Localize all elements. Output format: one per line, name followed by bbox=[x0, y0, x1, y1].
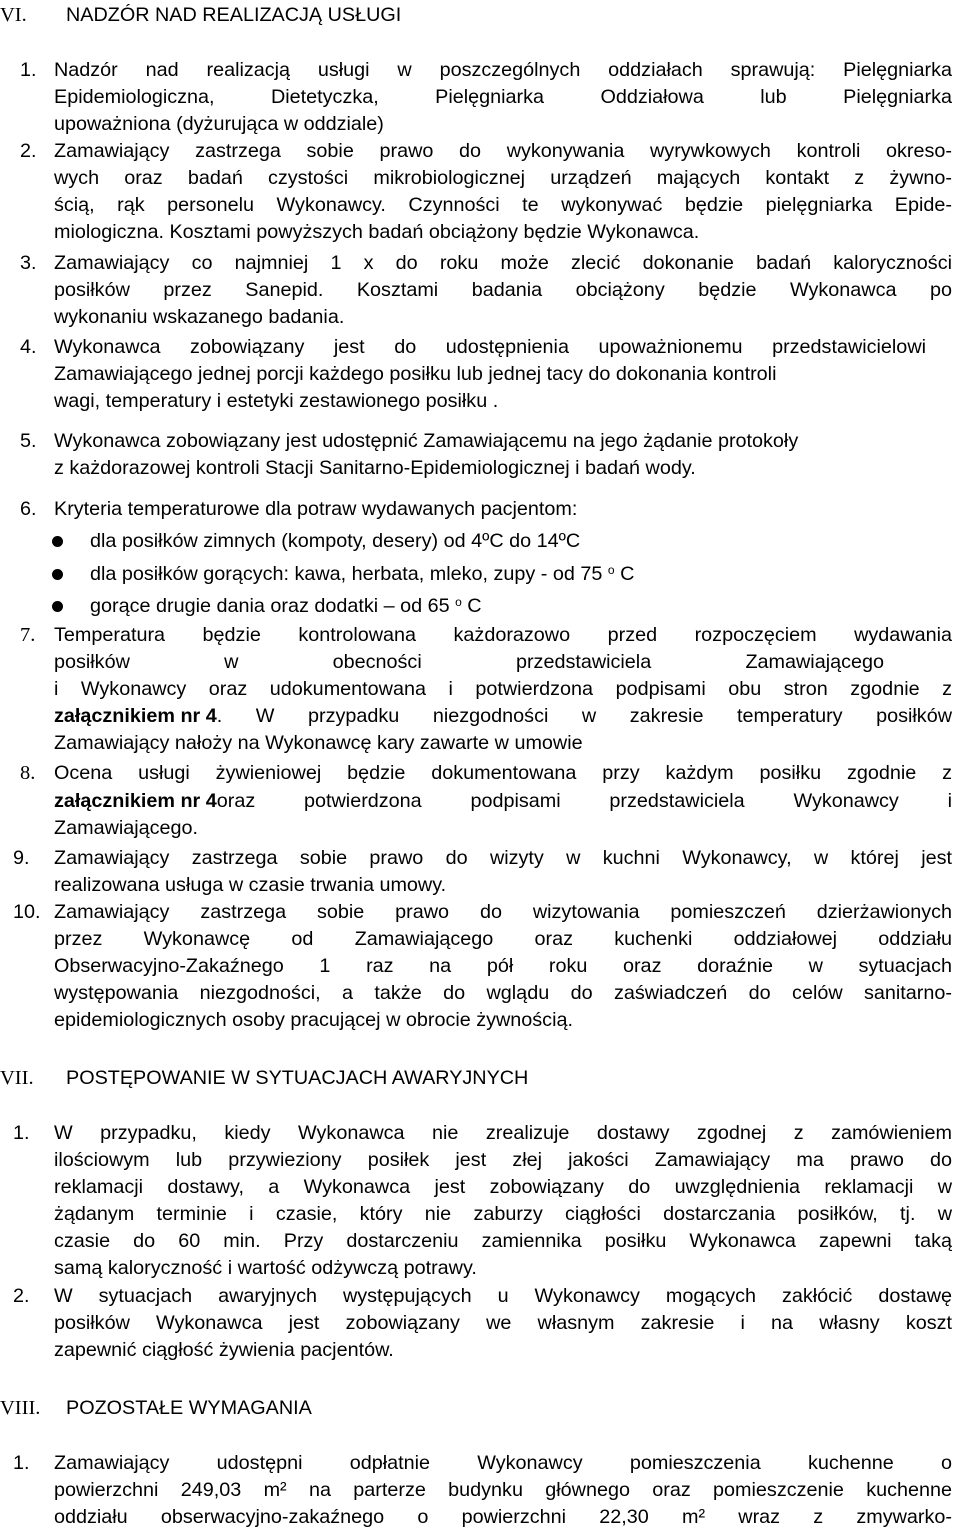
list-number: 7. bbox=[20, 624, 36, 646]
paragraph-line: oddziału obserwacyjno-zakaźnego o powierzchni 22,30 m² wraz z zmywarko- bbox=[54, 1506, 952, 1528]
paragraph-line: W sytuacjach awaryjnych występujących u Wykonawcy mogących zakłócić dostawę bbox=[54, 1285, 952, 1307]
section-numeral: VI. bbox=[0, 4, 27, 26]
paragraph-line: W przypadku, kiedy Wykonawca nie zrealizuje dostawy zgodnej z zamówieniem bbox=[54, 1122, 952, 1144]
paragraph-line: posiłków przez Sanepid. Kosztami badania obciążony będzie Wykonawca po bbox=[54, 279, 952, 301]
list-number: 6. bbox=[20, 498, 37, 520]
list-number: 8. bbox=[20, 762, 36, 784]
bullet-icon bbox=[52, 569, 63, 580]
section-numeral: VII. bbox=[0, 1067, 34, 1089]
section-title: POSTĘPOWANIE W SYTUACJACH AWARYJNYCH bbox=[66, 1067, 529, 1089]
paragraph-line: Zamawiający zastrzega sobie prawo do wizyty w kuchni Wykonawcy, w której jest bbox=[54, 847, 952, 869]
bullet-item: dla posiłków zimnych (kompoty, desery) od 4ºC do 14ºC bbox=[90, 530, 581, 552]
paragraph-line: Zamawiający co najmniej 1 x do roku może zlecić dokonanie badań kaloryczności bbox=[54, 252, 952, 274]
paragraph-line: z każdorazowej kontroli Stacji Sanitarno-Epidemiologicznej i badań wody. bbox=[54, 457, 696, 479]
paragraph-line: posiłków Wykonawca jest zobowiązany we własnym zakresie i na własny koszt bbox=[54, 1312, 952, 1334]
paragraph-line: samą kaloryczność i wartość odżywczą potrawy. bbox=[54, 1257, 477, 1279]
paragraph-line: Zamawiającego jednej porcji każdego posiłku lub jednej tacy do dokonania kontroli bbox=[54, 363, 777, 385]
paragraph-line: Temperatura będzie kontrolowana każdorazowo przed rozpoczęciem wydawania bbox=[54, 624, 952, 646]
paragraph-line: Zamawiającego. bbox=[54, 817, 199, 839]
paragraph-line: czasie do 60 min. Przy dostarczeniu zamiennika posiłku Wykonawca zapewni taką bbox=[54, 1230, 952, 1252]
paragraph-line: Wykonawca zobowiązany jest udostępnić Zamawiającemu na jego żądanie protokoły bbox=[54, 430, 799, 452]
paragraph-line: realizowana usługa w czasie trwania umowy. bbox=[54, 874, 447, 896]
section-title: POZOSTAŁE WYMAGANIA bbox=[66, 1397, 312, 1419]
paragraph-line: Wykonawca zobowiązany jest do udostępnienia upoważnionemu przedstawicielowi bbox=[54, 336, 926, 358]
list-number: 5. bbox=[20, 430, 37, 452]
section-title: NADZÓR NAD REALIZACJĄ USŁUGI bbox=[66, 4, 402, 26]
list-number: 1. bbox=[13, 1452, 30, 1474]
list-number: 4. bbox=[20, 336, 37, 358]
list-number: 10. bbox=[13, 901, 41, 923]
list-number: 9. bbox=[13, 847, 30, 869]
bullet-icon bbox=[52, 536, 63, 547]
paragraph-line: powierzchni 249,03 m² na parterze budynku głównego oraz pomieszczenie kuchenne bbox=[54, 1479, 952, 1501]
bold-reference: załącznikiem nr 4 bbox=[54, 790, 217, 812]
paragraph-line: występowania niezgodności, a także do wglądu do zaświadczeń do celów sanitarno- bbox=[54, 982, 952, 1004]
paragraph-line: wykonaniu wskazanego badania. bbox=[54, 306, 345, 328]
bullet-item: gorące drugie dania oraz dodatki – od 65 $^o$ C bbox=[90, 595, 482, 617]
paragraph-line: ścią, rąk personelu Wykonawcy. Czynności te wykonywać będzie pielęgniarka Epide- bbox=[54, 194, 952, 216]
paragraph-line: załącznikiem nr 4 oraz potwierdzona podpisami przedstawiciela Wykonawcy i bbox=[54, 788, 952, 815]
list-number: 3. bbox=[20, 252, 37, 274]
paragraph-line: wych oraz badań czystości mikrobiologicznej urządzeń mających kontakt z żywno- bbox=[54, 167, 952, 189]
paragraph-line: ilościowym lub przywieziony posiłek jest złej jakości Zamawiający ma prawo do bbox=[54, 1149, 952, 1171]
paragraph-line: epidemiologicznych osoby pracującej w obrocie żywnością. bbox=[54, 1009, 573, 1031]
paragraph-line: Zamawiający zastrzega sobie prawo do wizytowania pomieszczeń dzierżawionych bbox=[54, 901, 952, 923]
bullet-item: dla posiłków gorących: kawa, herbata, mleko, zupy - od 75 $^o$ C bbox=[90, 563, 635, 585]
paragraph-line: Nadzór nad realizacją usługi w poszczególnych oddziałach sprawują: Pielęgniarka bbox=[54, 59, 952, 81]
paragraph-line: wagi, temperatury i estetyki zestawionego posiłku . bbox=[54, 390, 499, 412]
list-number: 2. bbox=[20, 140, 37, 162]
paragraph-line: Zamawiający zastrzega sobie prawo do wykonywania wyrywkowych kontroli okreso- bbox=[54, 140, 952, 162]
paragraph-line: załącznikiem nr 4 . W przypadku niezgodności w zakresie temperatury posiłków bbox=[54, 703, 952, 730]
list-number: 2. bbox=[13, 1285, 30, 1307]
paragraph-line: i Wykonawcy oraz udokumentowana i potwierdzona podpisami obu stron zgodnie z bbox=[54, 678, 952, 700]
bold-reference: załącznikiem nr 4 bbox=[54, 705, 217, 727]
paragraph-line: upoważniona (dyżurująca w oddziale) bbox=[54, 113, 384, 135]
paragraph-line: zapewnić ciągłość żywienia pacjentów. bbox=[54, 1339, 394, 1361]
paragraph-line: żądanym terminie i czasie, który nie zaburzy ciągłości dostarczania posiłków, tj. w bbox=[54, 1203, 952, 1225]
paragraph-line: Ocena usługi żywieniowej będzie dokumentowana przy każdym posiłku zgodnie z bbox=[54, 762, 952, 784]
paragraph-line: Zamawiający nałoży na Wykonawcę kary zawarte w umowie bbox=[54, 732, 583, 754]
paragraph-line: reklamacji dostawy, a Wykonawca jest zobowiązany do uwzględnienia reklamacji w bbox=[54, 1176, 952, 1198]
paragraph-line: posiłków w obecności przedstawiciela Zamawiającego bbox=[54, 651, 884, 673]
section-numeral: VIII. bbox=[0, 1397, 41, 1419]
paragraph-line: Kryteria temperaturowe dla potraw wydawanych pacjentom: bbox=[54, 498, 578, 520]
paragraph-line: przez Wykonawcę od Zamawiającego oraz kuchenki oddziałowej oddziału bbox=[54, 928, 952, 950]
paragraph-line: miologiczna. Kosztami powyższych badań obciążony będzie Wykonawca. bbox=[54, 221, 700, 243]
paragraph-line: Epidemiologiczna, Dietetyczka, Pielęgniarka Oddziałowa lub Pielęgniarka bbox=[54, 86, 952, 108]
list-number: 1. bbox=[20, 59, 37, 81]
bullet-icon bbox=[52, 601, 63, 612]
paragraph-line: Zamawiający udostępni odpłatnie Wykonawcy pomieszczenia kuchenne o bbox=[54, 1452, 952, 1474]
paragraph-line: Obserwacyjno-Zakaźnego 1 raz na pół roku oraz doraźnie w sytuacjach bbox=[54, 955, 952, 977]
list-number: 1. bbox=[13, 1122, 30, 1144]
